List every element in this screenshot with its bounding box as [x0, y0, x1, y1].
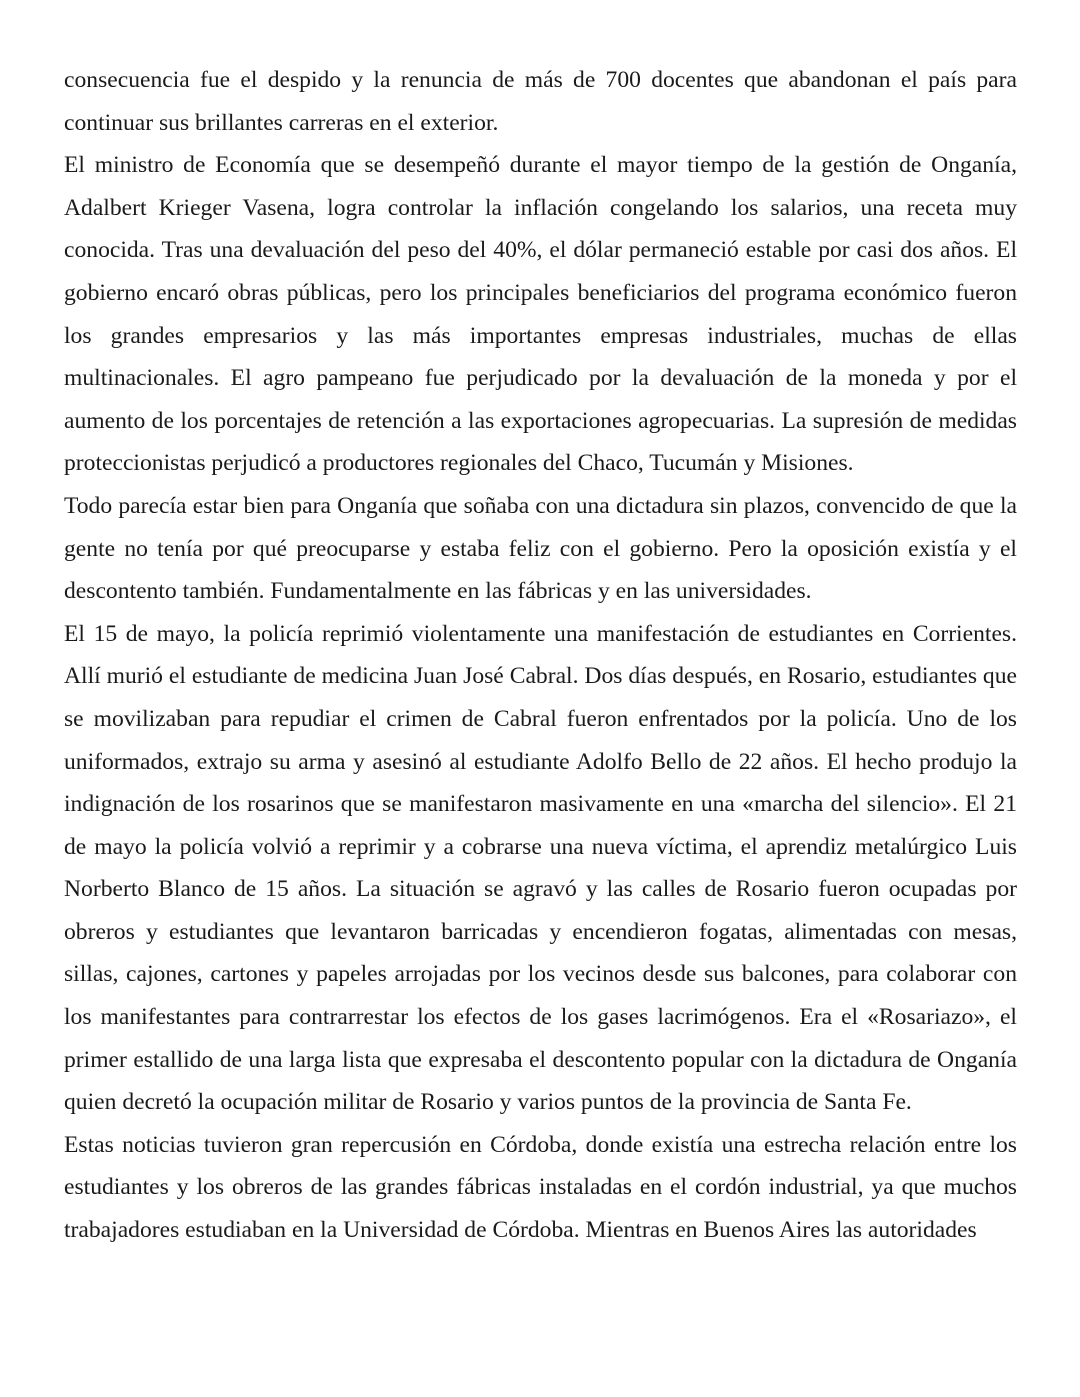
document-page	[64, 59, 1017, 1252]
paragraph-1: consecuencia fue el despido y la renuncia de más de 700 docentes que abandonan el país para continuar sus brillantes carreras en el exterior.	[64, 67, 1017, 136]
paragraph-3: Todo parecía estar bien para Onganía que soñaba con una dictadura sin plazos, convencido de que la gente no tenía por qué preocuparse y estaba feliz con el gobierno. Pero la oposición existía y el descontento también. Fundamentalmente en las fábricas y en las universidades.	[64, 492, 1017, 605]
paragraph-2: El ministro de Economía que se desempeñó durante el mayor tiempo de la gestión de Onganía, Adalbert Krieger Vasena, logra controlar la inflación congelando los salarios, una receta muy conocida. Tras una devaluación del peso del 40%, el dólar permaneció estable por casi dos años. El gobierno encaró obras públicas, pero los principales beneficiarios del programa económico fueron los grandes empresarios y las más importantes empresas industriales, muchas de ellas multinacionales. El agro pampeano fue perjudicado por la devaluación de la moneda y por el aumento de los porcentajes de retención a las exportaciones agropecuarias. La supresión de medidas proteccionistas perjudicó a productores regionales del Chaco, Tucumán y Misiones.	[64, 152, 1017, 477]
paragraph-5: Estas noticias tuvieron gran repercusión en Córdoba, donde existía una estrecha relación entre los estudiantes y los obreros de las grandes fábricas instaladas en el cordón industrial, ya que muchos trabajadores estudiaban en la Universidad de Córdoba. Mientras en Buenos Aires las autoridades	[64, 1131, 1017, 1244]
paragraph-4: El 15 de mayo, la policía reprimió violentamente una manifestación de estudiantes en Corrientes. Allí murió el estudiante de medicina Juan José Cabral. Dos días después, en Rosario, estudiantes que se movilizaban para repudiar el crimen de Cabral fueron enfrentados por la policía. Uno de los uniformados, extrajo su arma y asesinó al estudiante Adolfo Bello de 22 años. El hecho produjo la indignación de los rosarinos que se manifestaron masivamente en una «marcha del silencio». El 21 de mayo la policía volvió a reprimir y a cobrarse una nueva víctima, el aprendiz metalúrgico Luis Norberto Blanco de 15 años. La situación se agravó y las calles de Rosario fueron ocupadas por obreros y estudiantes que levantaron barricadas y encendieron fogatas, alimentadas con mesas, sillas, cajones, cartones y papeles arrojadas por los vecinos desde sus balcones, para colaborar con los manifestantes para contrarrestar los efectos de los gases lacrimógenos. Era el «Rosariazo», el primer estallido de una larga lista que expresaba el descontento popular con la dictadura de Onganía quien decretó la ocupación militar de Rosario y varios puntos de la provincia de Santa Fe.	[64, 620, 1017, 1116]
